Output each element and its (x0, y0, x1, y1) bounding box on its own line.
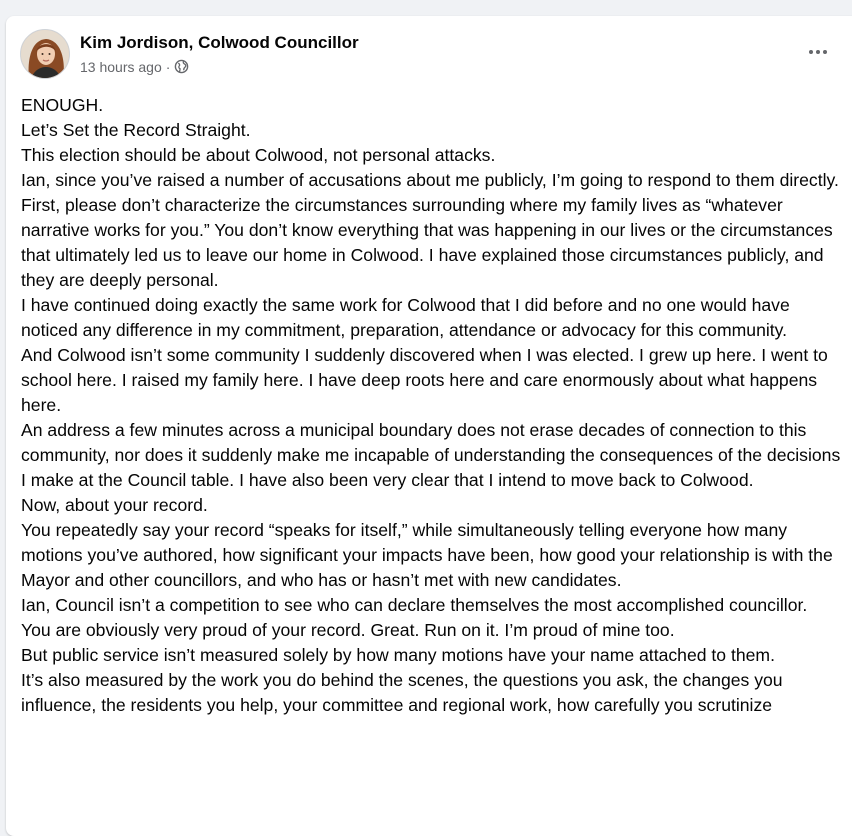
avatar[interactable] (20, 29, 70, 79)
post-header (20, 29, 359, 79)
post-paragraph: Let’s Set the Record Straight. (21, 120, 251, 140)
separator-dot: · (165, 58, 171, 75)
post-meta (80, 32, 359, 77)
post-paragraph: It’s also measured by the work you do behind the scenes, the questions you ask, the changes you influence, the residents you help, your committee and regional work, how carefully you scrutinize (21, 670, 783, 715)
post-paragraph: You are obviously very proud of your record. Great. Run on it. I’m proud of mine too. (21, 620, 675, 640)
more-options-icon (823, 50, 827, 54)
post-paragraph: You repeatedly say your record “speaks for itself,” while simultaneously telling everyone how many motions you’ve authored, how significant your impacts have been, how good your relationship is with the Mayor and other councillors, and who has or hasn’t met with new candidates. (21, 520, 833, 590)
post-paragraph: But public service isn’t measured solely by how many motions have your name attached to them. (21, 645, 775, 665)
post-body (21, 93, 841, 718)
post-paragraph: Ian, Council isn’t a competition to see who can declare themselves the most accomplished councillor. (21, 595, 808, 615)
post-paragraph: This election should be about Colwood, not personal attacks. (21, 145, 496, 165)
post-paragraph: ENOUGH. (21, 95, 104, 115)
post-timestamp[interactable]: 13 hours ago (80, 58, 162, 75)
more-options-icon (816, 50, 820, 54)
more-options-icon (809, 50, 813, 54)
post-paragraph: Now, about your record. (21, 495, 208, 515)
author-name[interactable]: Kim Jordison, Colwood Councillor (80, 32, 359, 52)
post-paragraph: An address a few minutes across a municipal boundary does not erase decades of connection to this community, nor does it suddenly make me incapable of understanding the consequences of the decisions I make at the Council table. I have also been very clear that I intend to move back to Colwood. (21, 420, 841, 490)
post-paragraph: First, please don’t characterize the circumstances surrounding where my family lives as “whatever narrative works for you.” You don’t know everything that was happening in our lives or the circumstances that ultimately led us to leave our home in Colwood. I have explained those circumstances publicly, and they are deeply personal. (21, 195, 833, 290)
post-paragraph: I have continued doing exactly the same work for Colwood that I did before and no one would have noticed any difference in my commitment, preparation, attendance or advocacy for this community. (21, 295, 790, 340)
globe-icon[interactable] (174, 59, 189, 74)
post-paragraph: And Colwood isn’t some community I suddenly discovered when I was elected. I grew up here. I went to school here. I raised my family here. I have deep roots here and care enormously about what happens here. (21, 345, 828, 415)
more-options-button[interactable] (802, 36, 834, 68)
post-paragraph: Ian, since you’ve raised a number of accusations about me publicly, I’m going to respond to them directly. (21, 170, 839, 190)
post-subline (80, 57, 359, 77)
post-card (6, 16, 852, 836)
